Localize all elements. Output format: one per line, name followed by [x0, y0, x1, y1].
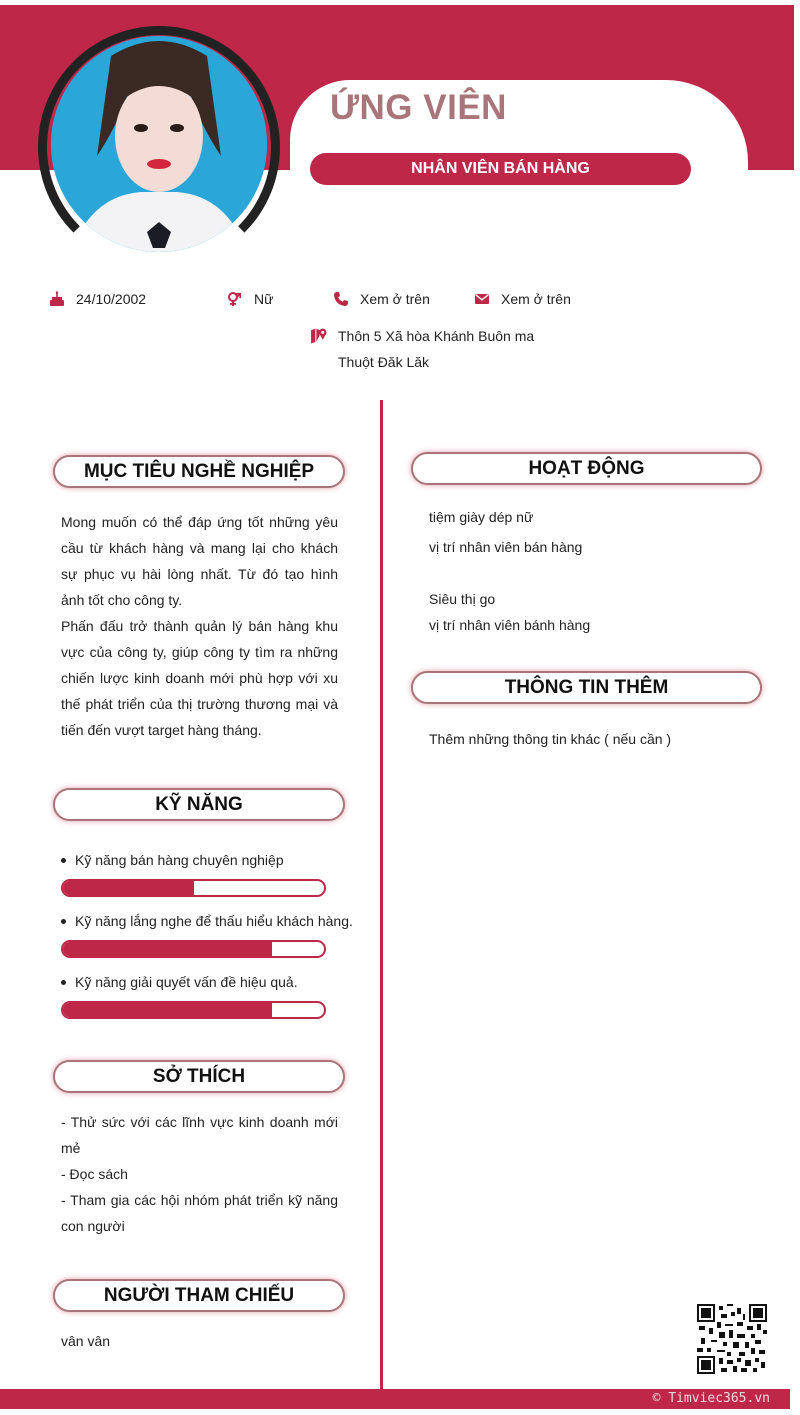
- skill-label: Kỹ năng lắng nghe để thấu hiểu khách hàng.: [75, 913, 353, 929]
- hobbies-list: [61, 1109, 338, 1239]
- bullet-dot: [61, 980, 66, 985]
- column-divider: [380, 400, 383, 1390]
- qr-code: [697, 1304, 767, 1374]
- mail-icon: [473, 290, 491, 308]
- hobby-item: - Tham gia các hội nhóm phát triển kỹ năng con người: [61, 1192, 338, 1234]
- email-text: Xem ở trên: [501, 291, 571, 307]
- gender-text: Nữ: [254, 291, 274, 307]
- skills-heading: KỸ NĂNG: [53, 788, 345, 821]
- objective-text-2: Phấn đấu trở thành quản lý bán hàng khu vực của công ty, giúp công ty tìm ra những chiến lược kinh doanh mới phù hợp với xu thế phát triển của thị trường thương mại và tiến đến vượt target hàng tháng.: [61, 618, 338, 738]
- birthday-item: [48, 290, 146, 308]
- avatar: [51, 36, 267, 252]
- hobbies-heading: SỞ THÍCH: [53, 1060, 345, 1093]
- skill-label: Kỹ năng bán hàng chuyên nghiệp: [75, 852, 284, 868]
- activity-line: vị trí nhân viên bánh hàng: [429, 617, 591, 633]
- activity-line: Siêu thị go: [429, 591, 496, 607]
- activity-line: tiệm giày dép nữ: [429, 509, 534, 525]
- bullet-dot: [61, 858, 66, 863]
- address-text: Thôn 5 Xã hòa Khánh Buôn ma Thuột Đăk Lăk: [338, 328, 535, 370]
- cake-icon: [48, 290, 66, 308]
- hobby-item: - Thử sức với các lĩnh vực kinh doanh mới mẻ: [61, 1114, 338, 1156]
- phone-icon: [332, 290, 350, 308]
- skill-item: [61, 912, 361, 958]
- address-item: [310, 323, 548, 375]
- skill-bar-fill: [63, 942, 272, 956]
- gender-icon: [226, 290, 244, 308]
- skill-bar: [61, 879, 326, 897]
- skill-bar-fill: [63, 881, 194, 895]
- footer-bar: [0, 1389, 790, 1409]
- objective-heading: MỤC TIÊU NGHỀ NGHIỆP: [53, 455, 345, 488]
- extra-info-heading: THÔNG TIN THÊM: [411, 671, 762, 704]
- footer-brand[interactable]: © Timviec365.vn: [652, 1391, 770, 1406]
- map-pin-icon: [310, 326, 328, 344]
- objective-section: [61, 509, 338, 743]
- email-item: [473, 290, 571, 308]
- job-title-badge: NHÂN VIÊN BÁN HÀNG: [310, 153, 691, 185]
- objective-text: Mong muốn có thể đáp ứng tốt những yêu cầu từ khách hàng và mang lại cho khách sự phục vụ hài lòng nhất. Từ đó tạo hình ảnh tốt cho công ty.: [61, 514, 338, 608]
- references-text: vân vân: [61, 1333, 111, 1349]
- skill-bar: [61, 1001, 326, 1019]
- activities-list: [429, 504, 759, 638]
- skill-item: [61, 851, 361, 897]
- skill-bar: [61, 940, 326, 958]
- skill-label: Kỹ năng giải quyết vấn đề hiệu quả.: [75, 974, 298, 990]
- phone-text: Xem ở trên: [360, 291, 430, 307]
- hobby-item: - Đọc sách: [61, 1166, 128, 1182]
- activity-line: vị trí nhân viên bán hàng: [429, 539, 583, 555]
- gender-item: [226, 290, 273, 308]
- extra-info-text: Thêm những thông tin khác ( nếu cần ): [429, 731, 672, 747]
- phone-item: [332, 290, 430, 308]
- candidate-name: ỨNG VIÊN: [330, 88, 507, 127]
- avatar-photo: [51, 36, 267, 252]
- references-heading: NGƯỜI THAM CHIẾU: [53, 1279, 345, 1312]
- activities-heading: HOẠT ĐỘNG: [411, 452, 762, 485]
- skill-item: [61, 973, 361, 1019]
- skill-bar-fill: [63, 1003, 272, 1017]
- birthday-text: 24/10/2002: [76, 291, 147, 307]
- bullet-dot: [61, 919, 66, 924]
